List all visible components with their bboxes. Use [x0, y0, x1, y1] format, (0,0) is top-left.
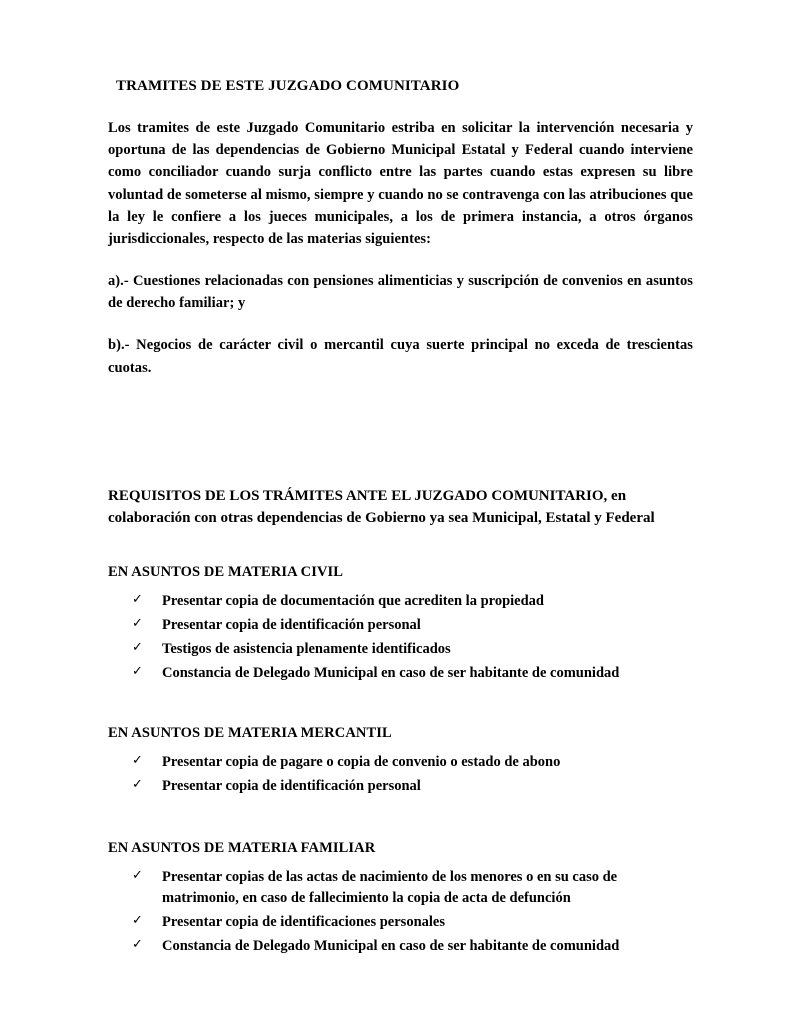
check-icon: ✓	[132, 936, 143, 952]
list-mercantil	[132, 752, 693, 797]
gap-after-civil	[108, 687, 693, 725]
list-item	[132, 591, 693, 612]
list-item-label: Testigos de asistencia plenamente identificados	[162, 640, 451, 657]
item-b-paragraph: b).- Negocios de carácter civil o mercantil cuya suerte principal no exceda de trescientas cuotas.	[108, 337, 693, 376]
list-item-label: Presentar copia de identificaciones personales	[162, 913, 445, 930]
list-item	[132, 639, 693, 660]
check-icon: ✓	[132, 591, 143, 607]
list-item	[132, 615, 693, 636]
requirements-heading-bold: REQUISITOS DE LOS TRÁMITES ANTE EL JUZGADO COMUNITARIO,	[108, 487, 608, 504]
list-item-label: Presentar copia de identificación personal	[162, 616, 421, 633]
list-familiar	[132, 867, 693, 957]
list-item	[132, 776, 693, 797]
gap-after-mercantil	[108, 800, 693, 840]
check-icon: ✓	[132, 776, 143, 792]
list-item-label: Presentar copia de pagare o copia de convenio o estado de abono	[162, 753, 561, 770]
check-icon: ✓	[132, 912, 143, 928]
page-title: TRAMITES DE ESTE JUZGADO COMUNITARIO	[116, 78, 460, 94]
check-icon: ✓	[132, 752, 143, 768]
list-item-label: Presentar copias de las actas de nacimiento de los menores o en su caso de matrimonio, en caso de fallecimiento la copia de acta de defunción	[162, 868, 618, 906]
list-item	[132, 867, 693, 909]
list-item	[132, 663, 693, 684]
check-icon: ✓	[132, 663, 143, 679]
list-item-label: Constancia de Delegado Municipal en caso de ser habitante de comunidad	[162, 937, 620, 954]
list-item	[132, 752, 693, 773]
list-item-label: Presentar copia de documentación que acrediten la propiedad	[162, 592, 544, 609]
section-spacer	[108, 399, 693, 485]
section-heading-civil: EN ASUNTOS DE MATERIA CIVIL	[108, 563, 344, 580]
list-civil	[132, 591, 693, 684]
section-heading-mercantil: EN ASUNTOS DE MATERIA MERCANTIL	[108, 724, 392, 741]
check-icon: ✓	[132, 867, 143, 883]
requirements-heading	[108, 485, 693, 530]
list-item	[132, 936, 693, 957]
list-item-label: Constancia de Delegado Municipal en caso de ser habitante de comunidad	[162, 664, 620, 681]
list-item	[132, 912, 693, 933]
check-icon: ✓	[132, 615, 143, 631]
check-icon: ✓	[132, 639, 143, 655]
item-a-paragraph: a).- Cuestiones relacionadas con pensiones alimenticias y suscripción de convenios en asuntos de derecho familiar; y	[108, 273, 693, 312]
intro-paragraph: Los tramites de este Juzgado Comunitario estriba en solicitar la intervención necesaria y oportuna de las dependencias de Gobierno Municipal Estatal y Federal cuando interviene como conciliador cuando surja conflicto entre las partes cuando estas expresen su libre voluntad de someterse al mismo, siempre y cuando no se contravenga con las atribuciones que la ley le confiere a los jueces municipales, a los de primera instancia, a otros órganos jurisdiccionales, respecto de las materias siguientes:	[108, 120, 693, 247]
requirements-heading-rest: en colaboración con otras dependencias de Gobierno ya sea Municipal, Estatal y Federal	[108, 487, 655, 527]
gap-after-requirements	[108, 534, 693, 564]
section-heading-familiar: EN ASUNTOS DE MATERIA FAMILIAR	[108, 839, 376, 856]
list-item-label: Presentar copia de identificación personal	[162, 777, 421, 794]
